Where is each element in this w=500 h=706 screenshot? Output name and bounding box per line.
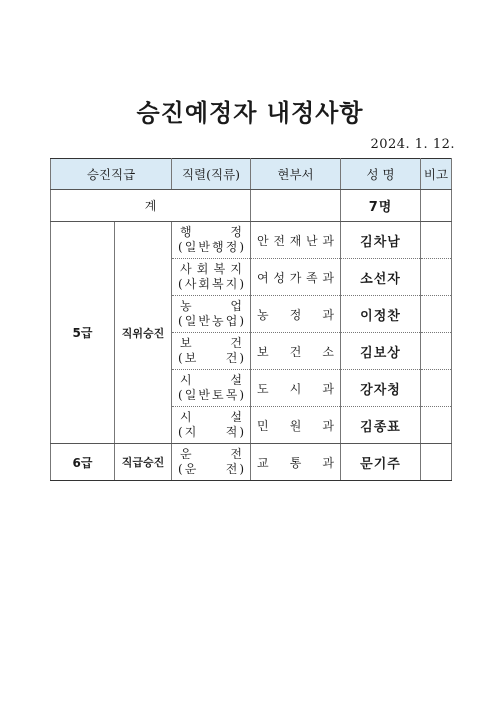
remark-cell <box>421 296 452 333</box>
series-cell <box>172 444 251 481</box>
grade-cell: 6급 <box>51 444 115 481</box>
series-main: 농 업 <box>180 299 242 313</box>
remark-cell <box>421 407 452 444</box>
person-name: 문기주 <box>341 444 421 481</box>
series-cell <box>172 222 251 259</box>
series-main: 운 전 <box>180 447 242 461</box>
series-main: 행 정 <box>180 225 242 239</box>
header-name: 성 명 <box>341 159 421 190</box>
remark-cell <box>421 222 452 259</box>
series-main: 보 건 <box>180 336 242 350</box>
total-count: 7명 <box>341 190 421 222</box>
grade-cell: 5급 <box>51 222 115 444</box>
promotion-table <box>50 158 452 481</box>
dept-cell: 안 전 재 난 과 <box>251 222 341 259</box>
dept-cell: 민 원 과 <box>251 407 341 444</box>
series-cell <box>172 333 251 370</box>
series-main: 시 설 <box>180 373 242 387</box>
header-series: 직렬(직류) <box>172 159 251 190</box>
remark-cell <box>421 444 452 481</box>
dept-cell: 농 정 과 <box>251 296 341 333</box>
dept-cell: 여 성 가 족 과 <box>251 259 341 296</box>
series-cell <box>172 296 251 333</box>
remark-cell <box>421 259 452 296</box>
series-sub: ( 사 회 복 지 ) <box>178 277 244 291</box>
total-remark <box>421 190 452 222</box>
total-row <box>51 190 452 222</box>
promotion-kind-cell: 직급승진 <box>115 444 172 481</box>
page-title: 승진예정자 내정사항 <box>136 99 364 127</box>
header-remark: 비고 <box>421 159 452 190</box>
series-main: 사 회 복 지 <box>180 262 242 276</box>
series-sub: ( 운 전 ) <box>178 462 244 476</box>
remark-cell <box>421 333 452 370</box>
series-sub: ( 일 반 농 업 ) <box>178 314 244 328</box>
series-main: 시 설 <box>180 410 242 424</box>
remark-cell <box>421 370 452 407</box>
person-name: 강자청 <box>341 370 421 407</box>
series-cell <box>172 407 251 444</box>
document-date: 2024. 1. 12. <box>370 137 455 152</box>
header-dept: 현부서 <box>251 159 341 190</box>
series-sub: ( 일 반 행 정 ) <box>178 240 244 254</box>
person-name: 이정찬 <box>341 296 421 333</box>
total-empty <box>251 190 341 222</box>
series-sub: ( 보 건 ) <box>178 351 244 365</box>
header-grade: 승진직급 <box>51 159 172 190</box>
series-cell <box>172 259 251 296</box>
dept-cell: 교 통 과 <box>251 444 341 481</box>
table-row <box>51 222 452 259</box>
series-sub: ( 지 적 ) <box>178 425 244 439</box>
promotion-kind-cell: 직위승진 <box>115 222 172 444</box>
dept-cell: 보 건 소 <box>251 333 341 370</box>
person-name: 김종표 <box>341 407 421 444</box>
series-cell <box>172 370 251 407</box>
dept-cell: 도 시 과 <box>251 370 341 407</box>
table-row <box>51 444 452 481</box>
person-name: 소선자 <box>341 259 421 296</box>
person-name: 김보상 <box>341 333 421 370</box>
total-label: 계 <box>51 190 251 222</box>
table-header-row <box>51 159 452 190</box>
person-name: 김차남 <box>341 222 421 259</box>
series-sub: ( 일 반 토 목 ) <box>178 388 244 402</box>
